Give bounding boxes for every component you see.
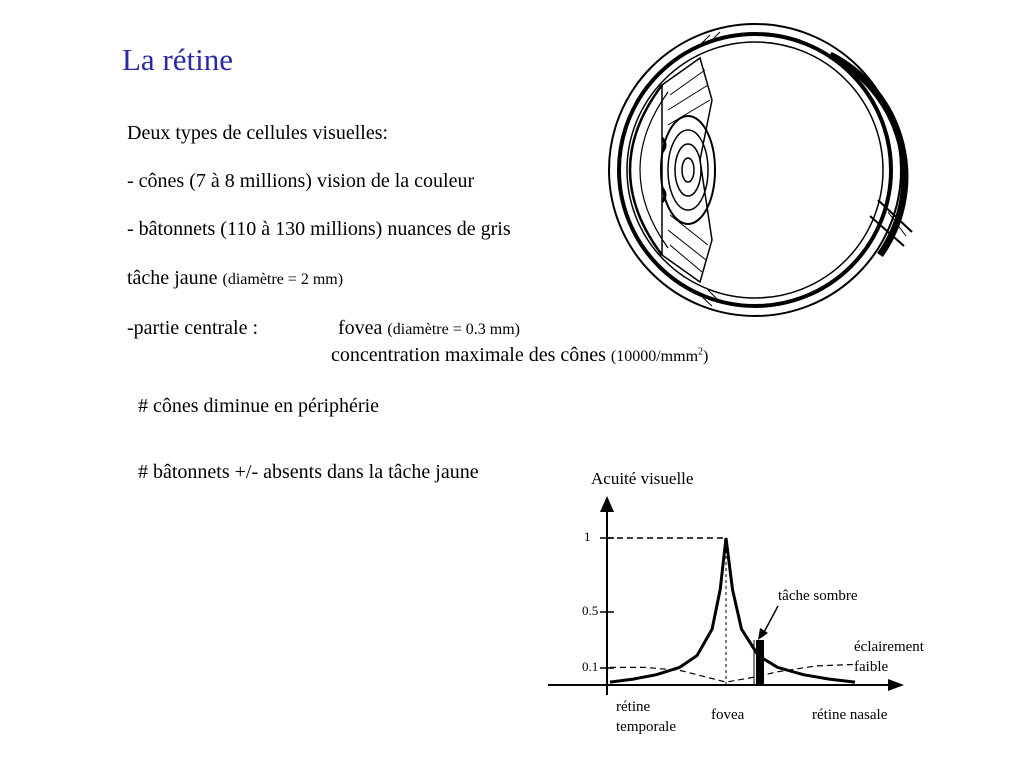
- fovea-label: fovea: [338, 317, 383, 339]
- retine-temporale-label-2: temporale: [616, 719, 676, 735]
- tache-sombre-label: tâche sombre: [778, 588, 858, 604]
- concentration-line: [331, 343, 708, 369]
- ytick-0-5: 0.5: [582, 603, 599, 618]
- concentration-detail: (10000/mmm$^2$): [610, 346, 709, 365]
- batonnets-text: - bâtonnets (110 à 130 millions) nuances de gris: [127, 218, 511, 240]
- concentration-text: concentration maximale des cônes: [331, 344, 606, 366]
- ytick-0-1: 0.1: [582, 659, 599, 674]
- eclairement-label-1: éclairement: [854, 639, 924, 655]
- intro-text: Deux types de cellules visuelles:: [127, 122, 389, 144]
- fovea-detail: (diamètre = 0.3 mm): [387, 321, 520, 338]
- cones-text: - cônes (7 à 8 millions) vision de la couleur: [127, 170, 475, 192]
- eclairement-label-2: faible: [854, 659, 889, 675]
- retine-nasale-label: rétine nasale: [812, 707, 888, 723]
- low-light-curve: [610, 664, 855, 682]
- fovea-line: [338, 316, 520, 342]
- fovea-axis-label: fovea: [711, 707, 745, 723]
- tache-sombre-bar: [756, 640, 764, 685]
- partie-centrale-label: -partie centrale :: [127, 317, 259, 339]
- tache-jaune-detail: (diamètre = 2 mm): [222, 271, 344, 288]
- acuity-curve: [610, 538, 855, 682]
- absents-text: # bâtonnets +/- absents dans la tâche jaune: [138, 461, 479, 483]
- peripherie-text: # cônes diminue en périphérie: [138, 395, 380, 417]
- chart-ylabel: Acuité visuelle: [591, 469, 694, 488]
- retine-temporale-label-1: rétine: [616, 699, 651, 715]
- tache-jaune-line: [127, 266, 343, 292]
- tache-jaune-label: tâche jaune: [127, 267, 218, 289]
- ytick-1: 1: [584, 529, 591, 544]
- slide-title: La rétine: [122, 42, 234, 77]
